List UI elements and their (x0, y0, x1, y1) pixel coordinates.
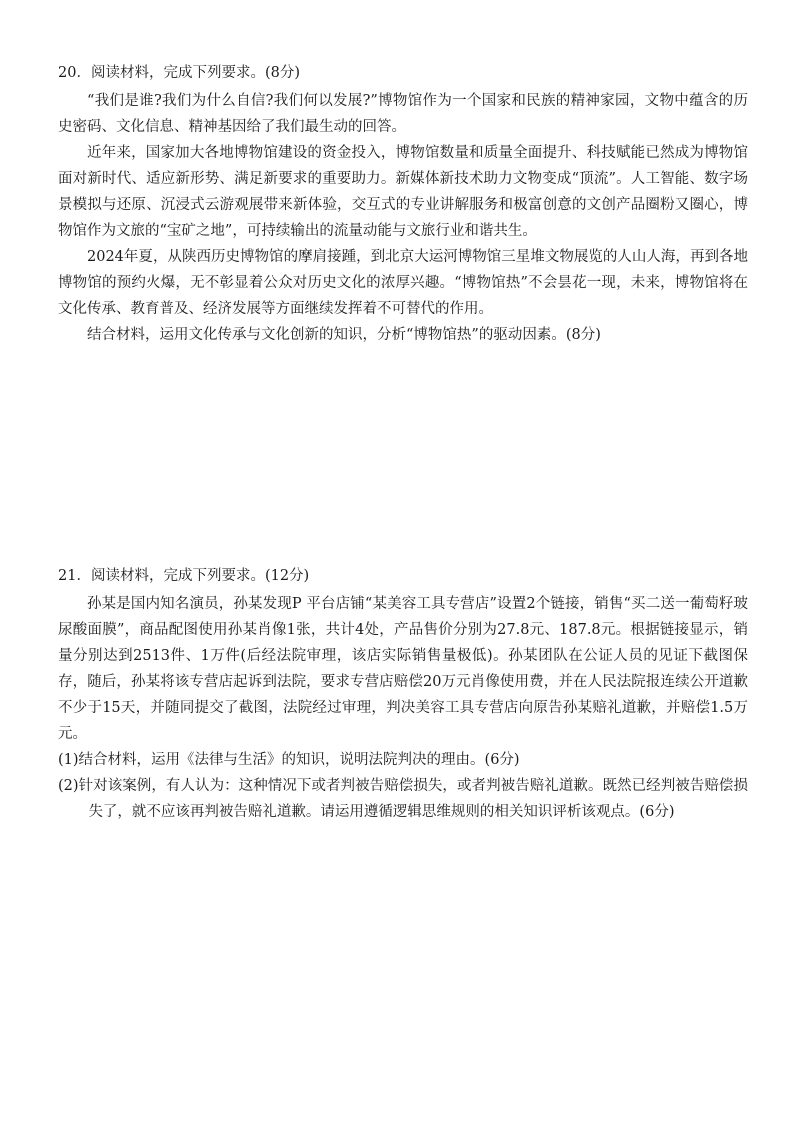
question-21-material: 孙某是国内知名演员，孙某发现P 平台店铺“某美容工具专营店”设置2个链接，销售“买二送一葡萄籽玻尿酸面膜”，商品配图使用孙某肖像1张，共计4处，产品售价分别为27.8元、187.8元。根据链接显示，销量分别达到2513件、1万件(后经法院审理，该店实际销售量极低)。孙某团队在公证人员的见证下截图保存，随后，孙某将该专营店起诉到法院，要求专营店赔偿20万元肖像使用费，并在人民法院报连续公开道歉不少于15天，并随同提交了截图，法院经过审理，判决美容工具专营店向原告孙某赔礼道歉，并赔偿1.5万元。 (58, 596, 748, 742)
question-20-paragraph: 2024年夏，从陕西历史博物馆的摩肩接踵，到北京大运河博物馆三星堆文物展览的人山人海，再到各地博物馆的预约火爆，无不彰显着公众对历史文化的浓厚兴趣。“博物馆热”不会昙花一现，未来，博物馆将在文化传承、教育普及、经济发展等方面继续发挥着不可替代的作用。 (58, 249, 748, 317)
question-20-prompt: 结合材料，运用文化传承与文化创新的知识，分析“博物馆热”的驱动因素。(8分) (87, 327, 601, 343)
question-20 (58, 62, 748, 348)
question-20-heading: 20．阅读材料，完成下列要求。(8分) (58, 65, 300, 81)
question-21 (58, 565, 748, 825)
question-21-sub-1: (1)结合材料，运用《法律与生活》的知识，说明法院判决的理由。(6分) (58, 752, 520, 768)
question-21-sub-2: (2)针对该案例，有人认为：这种情况下或者判被告赔偿损失，或者判被告赔礼道歉。既然已经判被告赔偿损失了，就不应该再判被告赔礼道歉。请运用遵循逻辑思维规则的相关知识评析该观点。(6分) (58, 778, 748, 820)
question-20-paragraph: 近年来，国家加大各地博物馆建设的资金投入，博物馆数量和质量全面提升、科技赋能已然成为博物馆面对新时代、适应新形势、满足新要求的重要助力。新媒体新技术助力文物变成“顶流”。人工智能、数字场景模拟与还原、沉浸式云游观展带来新体验，交互式的专业讲解服务和极富创意的文创产品圈粉又圈心，博物馆作为文旅的“宝矿之地”，可持续输出的流量动能与文旅行业和谐共生。 (58, 145, 748, 239)
question-20-paragraph: “我们是谁?我们为什么自信?我们何以发展?”博物馆作为一个国家和民族的精神家园，文物中蕴含的历史密码、文化信息、精神基因给了我们最生动的回答。 (58, 93, 748, 135)
question-21-heading: 21．阅读材料，完成下列要求。(12分) (58, 568, 310, 584)
